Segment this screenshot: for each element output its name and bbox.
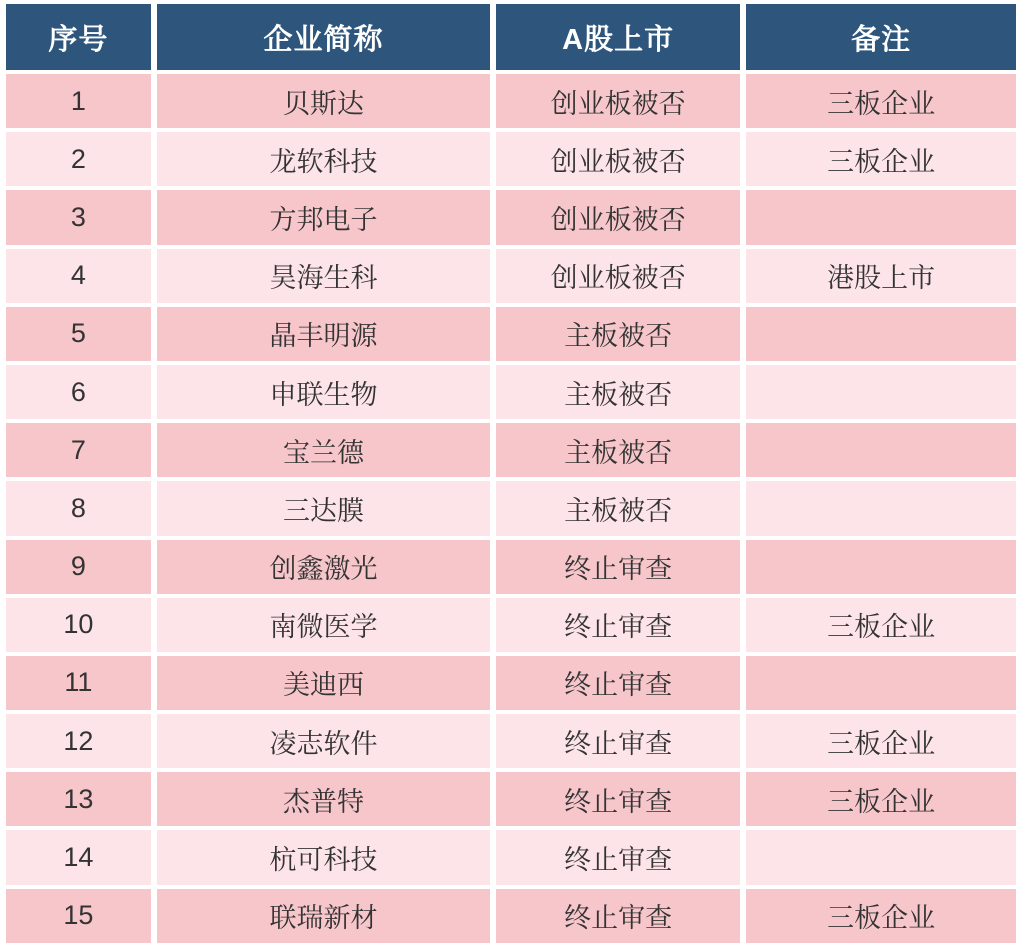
cell-status: 终止审查 [496, 656, 740, 710]
table-row [6, 249, 1016, 303]
table-row [6, 132, 1016, 186]
cell-note: 三板企业 [746, 132, 1016, 186]
table-row [6, 889, 1016, 943]
cell-note [746, 307, 1016, 361]
cell-company: 晶丰明源 [157, 307, 490, 361]
table-row [6, 74, 1016, 128]
table-row [6, 190, 1016, 244]
cell-note [746, 190, 1016, 244]
cell-no: 13 [6, 772, 151, 826]
cell-note: 三板企业 [746, 74, 1016, 128]
cell-no: 11 [6, 656, 151, 710]
cell-no: 4 [6, 249, 151, 303]
cell-company: 美迪西 [157, 656, 490, 710]
cell-no: 8 [6, 481, 151, 535]
cell-status: 创业板被否 [496, 132, 740, 186]
table-row [6, 772, 1016, 826]
table-body [6, 74, 1016, 943]
cell-note: 港股上市 [746, 249, 1016, 303]
cell-status: 终止审查 [496, 772, 740, 826]
cell-status: 终止审查 [496, 540, 740, 594]
table-row [6, 714, 1016, 768]
column-header-status: A股上市 [496, 4, 740, 70]
cell-no: 14 [6, 830, 151, 884]
cell-no: 5 [6, 307, 151, 361]
cell-note: 三板企业 [746, 889, 1016, 943]
table-row [6, 423, 1016, 477]
cell-status: 创业板被否 [496, 190, 740, 244]
table-row [6, 830, 1016, 884]
cell-no: 12 [6, 714, 151, 768]
cell-note [746, 481, 1016, 535]
cell-note [746, 830, 1016, 884]
cell-company: 联瑞新材 [157, 889, 490, 943]
cell-company: 宝兰德 [157, 423, 490, 477]
cell-no: 2 [6, 132, 151, 186]
cell-note: 三板企业 [746, 598, 1016, 652]
table-row [6, 481, 1016, 535]
cell-status: 主板被否 [496, 365, 740, 419]
cell-company: 昊海生科 [157, 249, 490, 303]
cell-note: 三板企业 [746, 772, 1016, 826]
cell-status: 终止审查 [496, 598, 740, 652]
column-header-note: 备注 [746, 4, 1016, 70]
cell-company: 方邦电子 [157, 190, 490, 244]
header-row [6, 4, 1016, 70]
cell-company: 杰普特 [157, 772, 490, 826]
column-header-no: 序号 [6, 4, 151, 70]
cell-no: 6 [6, 365, 151, 419]
cell-status: 终止审查 [496, 714, 740, 768]
cell-no: 3 [6, 190, 151, 244]
table-row [6, 598, 1016, 652]
cell-status: 创业板被否 [496, 249, 740, 303]
table-row [6, 656, 1016, 710]
cell-company: 凌志软件 [157, 714, 490, 768]
cell-no: 10 [6, 598, 151, 652]
cell-no: 9 [6, 540, 151, 594]
table-row [6, 540, 1016, 594]
cell-company: 贝斯达 [157, 74, 490, 128]
cell-no: 15 [6, 889, 151, 943]
table-header [6, 4, 1016, 70]
table-row [6, 307, 1016, 361]
cell-no: 7 [6, 423, 151, 477]
cell-note [746, 423, 1016, 477]
cell-status: 主板被否 [496, 481, 740, 535]
cell-company: 南微医学 [157, 598, 490, 652]
cell-company: 申联生物 [157, 365, 490, 419]
cell-company: 龙软科技 [157, 132, 490, 186]
cell-note: 三板企业 [746, 714, 1016, 768]
cell-company: 三达膜 [157, 481, 490, 535]
column-header-company: 企业简称 [157, 4, 490, 70]
cell-no: 1 [6, 74, 151, 128]
cell-note [746, 365, 1016, 419]
cell-status: 主板被否 [496, 307, 740, 361]
cell-status: 创业板被否 [496, 74, 740, 128]
cell-company: 杭可科技 [157, 830, 490, 884]
cell-status: 终止审查 [496, 889, 740, 943]
cell-note [746, 656, 1016, 710]
cell-note [746, 540, 1016, 594]
table-row [6, 365, 1016, 419]
cell-status: 主板被否 [496, 423, 740, 477]
cell-status: 终止审查 [496, 830, 740, 884]
cell-company: 创鑫激光 [157, 540, 490, 594]
